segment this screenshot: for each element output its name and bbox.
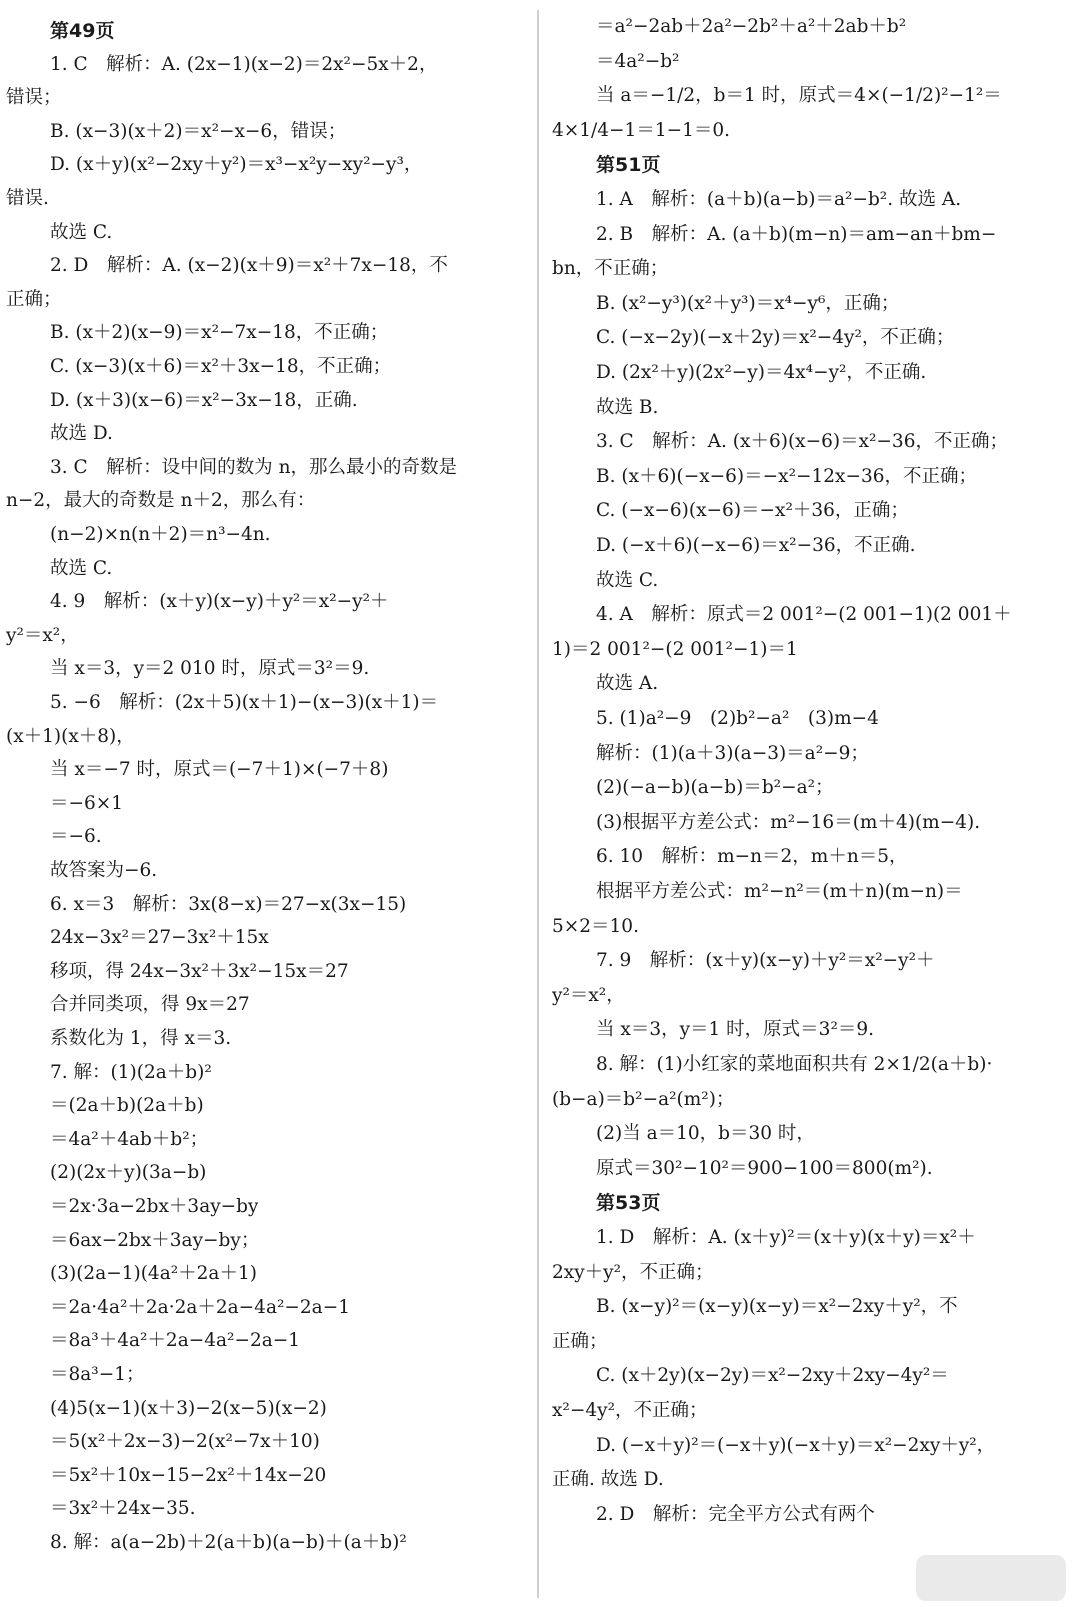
text-line: 故答案为−6.: [50, 860, 158, 881]
text-line: D. (2x²＋y)(2x²−y)＝4x⁴−y²，不正确.: [596, 362, 927, 383]
text-line: 正确；: [552, 1330, 608, 1352]
text-line: 解析：(1)(a＋3)(a−3)＝a²−9；: [596, 742, 869, 764]
text-line: 故选 C.: [50, 557, 113, 579]
text-line: 正确. 故选 D.: [552, 1469, 664, 1491]
text-line: 5. (1)a²−9 (2)b²−a² (3)m−4: [596, 708, 879, 729]
text-line: 2xy＋y²，不正确；: [552, 1261, 714, 1283]
text-line: C. (x＋2y)(x−2y)＝x²−2xy＋2xy−4y²＝: [596, 1365, 949, 1387]
text-line: 原式＝30²−10²＝900−100＝800(m²).: [596, 1157, 933, 1179]
watermark-logo: [916, 1555, 1066, 1601]
text-line: 故选 C.: [596, 569, 659, 591]
text-line: ＝4a²＋4ab＋b²；: [50, 1128, 209, 1150]
text-line: 1)＝2 001²−(2 001²−1)＝1: [552, 638, 798, 660]
text-line: D. (−x＋y)²＝(−x＋y)(−x＋y)＝x²−2xy＋y²，: [596, 1434, 996, 1456]
text-line: (2)当 a＝10，b＝30 时，: [596, 1123, 815, 1145]
text-line: y²＝x²，: [552, 984, 625, 1006]
text-line: 合并同类项，得 9x＝27: [50, 994, 250, 1016]
text-line: 5×2＝10.: [552, 915, 639, 937]
text-line: 移项，得 24x−3x²＋3x²−15x＝27: [50, 960, 349, 982]
text-line: 错误；: [6, 87, 62, 109]
text-line: (n−2)×n(n＋2)＝n³−4n.: [50, 524, 271, 545]
text-line: 7. 9 解析：(x＋y)(x−y)＋y²＝x²−y²＋: [596, 950, 935, 972]
text-line: ＝5(x²＋2x−3)−2(x²−7x＋10): [50, 1431, 320, 1453]
column-divider: [537, 10, 539, 1598]
text-line: 正确；: [6, 288, 62, 310]
text-line: (2)(−a−b)(a−b)＝b²−a²；: [596, 777, 834, 799]
text-line: ＝2a·4a²＋2a·2a＋2a−4a²−2a−1: [50, 1296, 350, 1318]
text-line: 6. x＝3 解析：3x(8−x)＝27−x(3x−15): [50, 893, 407, 915]
text-line: 4×1/4−1＝1−1＝0.: [552, 119, 731, 141]
text-line: D. (−x＋6)(−x−6)＝x²−36，不正确.: [596, 535, 916, 556]
text-line: 24x−3x²＝27−3x²＋15x: [50, 927, 269, 949]
text-line: 1. A 解析：(a＋b)(a−b)＝a²−b². 故选 A.: [596, 189, 962, 210]
text-line: (4)5(x−1)(x＋3)−2(x−5)(x−2): [50, 1397, 327, 1419]
text-line: 错误.: [6, 188, 49, 209]
text-line: (3)(2a−1)(4a²＋2a＋1): [50, 1263, 257, 1285]
text-line: n−2，最大的奇数是 n＋2，那么有：: [6, 490, 316, 512]
text-line: 故选 A.: [596, 673, 659, 695]
text-line: 5. −6 解析：(2x＋5)(x＋1)−(x−3)(x＋1)＝: [50, 692, 439, 713]
text-line: 8. 解：a(a−2b)＋2(a＋b)(a−b)＋(a＋b)²: [50, 1532, 407, 1553]
text-line: 3. C 解析：设中间的数为 n，那么最小的奇数是: [50, 456, 457, 478]
text-line: ＝6ax−2bx＋3ay−by；: [50, 1229, 260, 1251]
text-line: ＝3x²＋24x−35.: [50, 1498, 196, 1520]
text-line: 系数化为 1，得 x＝3.: [50, 1028, 232, 1049]
text-line: C. (−x−6)(x−6)＝−x²＋36，正确；: [596, 500, 909, 522]
text-line: 故选 B.: [596, 396, 659, 418]
text-line: B. (x²−y³)(x²＋y³)＝x⁴−y⁶，正确；: [596, 292, 900, 314]
text-line: ＝(2a＋b)(2a＋b): [50, 1095, 204, 1117]
text-line: 根据平方差公式：m²−n²＝(m＋n)(m−n)＝: [596, 881, 963, 902]
text-line: 故选 D.: [50, 423, 113, 445]
text-line: 2. D 解析：完全平方公式有两个: [596, 1503, 875, 1525]
text-line: 8. 解：(1)小红家的菜地面积共有 2×1/2(a＋b)·: [596, 1054, 993, 1075]
text-line: B. (x−y)²＝(x−y)(x−y)＝x²−2xy＋y²，不: [596, 1296, 958, 1318]
text-line: (2)(2x＋y)(3a−b): [50, 1162, 207, 1184]
text-line: 当 x＝3，y＝2 010 时，原式＝3²＝9.: [50, 658, 370, 680]
text-line: 4. A 解析：原式＝2 001²−(2 001−1)(2 001＋: [596, 604, 1012, 626]
text-line: 1. C 解析：A. (2x−1)(x−2)＝2x²−5x＋2，: [50, 53, 438, 75]
text-line: ＝2x·3a−2bx＋3ay−by: [50, 1196, 259, 1217]
text-line: ＝8a³−1；: [50, 1364, 145, 1385]
text-line: 7. 解：(1)(2a＋b)²: [50, 1061, 212, 1083]
text-line: 故选 C.: [50, 221, 113, 243]
text-line: B. (x−3)(x＋2)＝x²−x−6，错误；: [50, 120, 347, 142]
text-line: (b−a)＝b²−a²(m²)；: [552, 1088, 735, 1110]
text-line: ＝−6.: [50, 826, 102, 848]
text-line: bn，不正确；: [552, 258, 669, 280]
text-line: B. (x＋2)(x−9)＝x²−7x−18，不正确；: [50, 322, 389, 344]
text-line: 3. C 解析：A. (x＋6)(x−6)＝x²−36，不正确；: [596, 431, 1008, 453]
text-line: D. (x＋3)(x−6)＝x²−3x−18，正确.: [50, 389, 358, 411]
text-line: (x＋1)(x＋8)，: [6, 725, 135, 747]
text-line: 当 a＝−1/2，b＝1 时，原式＝4×(−1/2)²−1²＝: [596, 85, 1002, 107]
text-line: ＝a²−2ab＋2a²−2b²＋a²＋2ab＋b²: [596, 16, 907, 37]
text-line: B. (x＋6)(−x−6)＝−x²−12x−36，不正确；: [596, 465, 978, 487]
text-line: x²−4y²，不正确；: [552, 1400, 708, 1421]
text-line: 当 x＝−7 时，原式＝(−7＋1)×(−7＋8): [50, 759, 389, 781]
text-line: ＝4a²−b²: [596, 50, 680, 72]
text-line: C. (−x−2y)(−x＋2y)＝x²−4y²，不正确；: [596, 327, 955, 349]
text-line: 4. 9 解析：(x＋y)(x−y)＋y²＝x²−y²＋: [50, 591, 389, 613]
text-line: (3)根据平方差公式：m²−16＝(m＋4)(m−4).: [596, 811, 981, 833]
text-line: 2. B 解析：A. (a＋b)(m−n)＝am−an＋bm−: [596, 223, 997, 245]
section-heading: 第53页: [596, 1192, 661, 1215]
text-line: 6. 10 解析：m−n＝2，m＋n＝5，: [596, 846, 908, 868]
text-line: 1. D 解析：A. (x＋y)²＝(x＋y)(x＋y)＝x²＋: [596, 1227, 976, 1248]
text-line: C. (x−3)(x＋6)＝x²＋3x−18，不正确；: [50, 356, 392, 377]
text-line: ＝8a³＋4a²＋2a−4a²−2a−1: [50, 1330, 301, 1352]
text-line: 2. D 解析：A. (x−2)(x＋9)＝x²＋7x−18，不: [50, 255, 448, 277]
text-line: ＝5x²＋10x−15−2x²＋14x−20: [50, 1464, 327, 1486]
text-line: D. (x＋y)(x²−2xy＋y²)＝x³−x²y−xy²−y³，: [50, 154, 423, 176]
section-heading: 第51页: [596, 154, 661, 177]
section-heading: 第49页: [50, 20, 115, 42]
text-line: y²＝x²，: [6, 624, 79, 646]
text-line: ＝−6×1: [50, 792, 124, 814]
text-line: 当 x＝3，y＝1 时，原式＝3²＝9.: [596, 1019, 875, 1041]
